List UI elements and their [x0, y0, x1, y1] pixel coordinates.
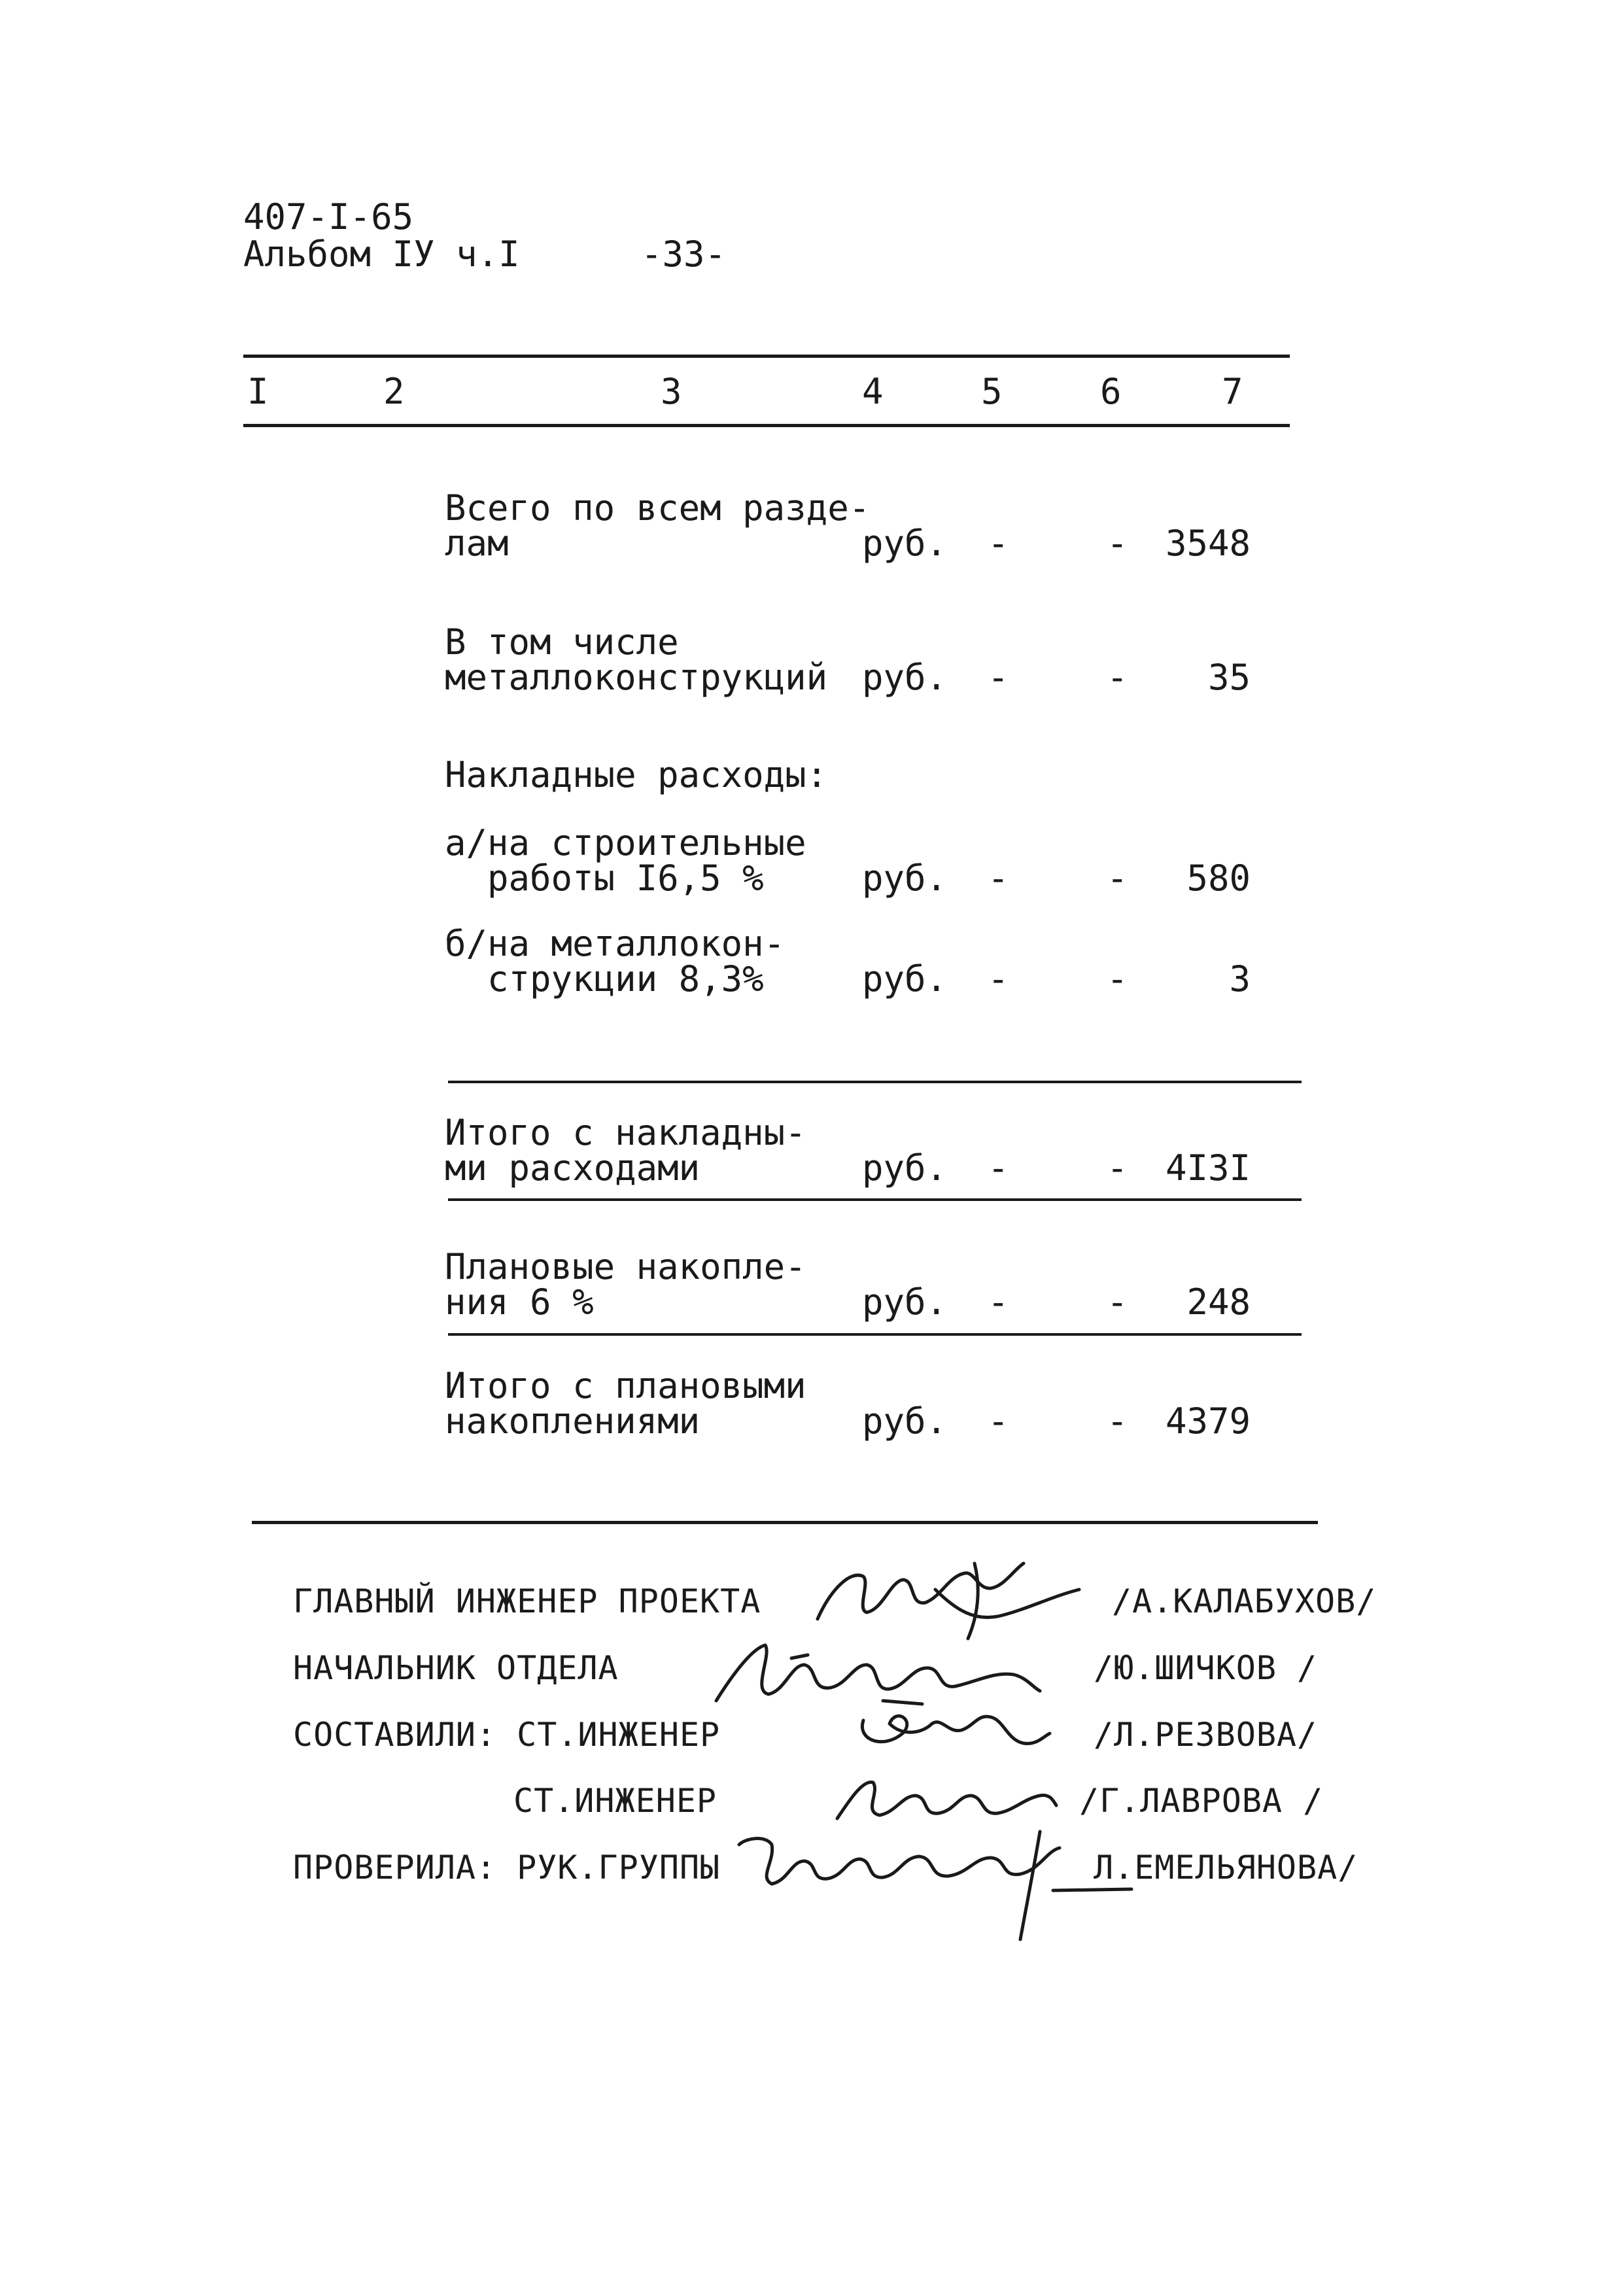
- row-col5: -: [988, 523, 1009, 564]
- subtotal-rule: [448, 1333, 1302, 1336]
- signature-name: /А.КАЛАБУХОВ/: [1112, 1582, 1377, 1620]
- row-col6: -: [1107, 1147, 1128, 1189]
- col-header-3: 3: [661, 371, 682, 412]
- subtotal-rule: [448, 1198, 1302, 1201]
- handwritten-signature-icon: [804, 1550, 1092, 1642]
- handwritten-signature-icon: [844, 1688, 1053, 1766]
- row-unit: руб.: [862, 523, 948, 564]
- row-description: а/на строительные работы I6,5 %: [445, 822, 806, 899]
- col-header-5: 5: [981, 371, 1003, 412]
- row-amount: 580: [1186, 858, 1251, 899]
- row-unit: руб.: [862, 1281, 948, 1323]
- signature-role: ГЛАВНЫЙ ИНЖЕНЕР ПРОЕКТА: [293, 1582, 761, 1620]
- row-description: Итого с плановыми накоплениями: [445, 1365, 806, 1442]
- row-col6: -: [1107, 657, 1128, 698]
- signature-role: ПРОВЕРИЛА: РУК.ГРУППЫ: [293, 1849, 721, 1887]
- row-col5: -: [988, 1281, 1009, 1323]
- row-amount: 35: [1207, 657, 1251, 698]
- row-col5: -: [988, 858, 1009, 899]
- row-description: Итого с накладны- ми расходами: [445, 1112, 806, 1189]
- signature-role: НАЧАЛЬНИК ОТДЕЛА: [293, 1649, 619, 1687]
- row-col6: -: [1107, 958, 1128, 1000]
- album-label: Альбом IУ ч.I: [243, 234, 520, 275]
- row-description: б/на металлокон- струкции 8,3%: [445, 923, 786, 1000]
- col-header-4: 4: [862, 371, 884, 412]
- signature-role: СТ.ИНЖЕНЕР: [513, 1782, 717, 1820]
- col-header-6: 6: [1100, 371, 1122, 412]
- handwritten-signature-icon: [726, 1812, 1132, 1943]
- row-unit: руб.: [862, 958, 948, 1000]
- row-col5: -: [988, 657, 1009, 698]
- row-col6: -: [1107, 858, 1128, 899]
- row-unit: руб.: [862, 858, 948, 899]
- col-header-1: I: [247, 371, 269, 412]
- row-description: В том числе металлоконструкций: [445, 621, 828, 698]
- row-col5: -: [988, 1147, 1009, 1189]
- row-amount: 4379: [1165, 1400, 1251, 1442]
- row-description: Всего по всем разде- лам: [445, 487, 871, 564]
- signature-name: Л.ЕМЕЛЬЯНОВА/: [1094, 1849, 1358, 1887]
- col-header-2: 2: [383, 371, 405, 412]
- row-unit: руб.: [862, 1400, 948, 1442]
- row-unit: руб.: [862, 1147, 948, 1189]
- row-unit: руб.: [862, 657, 948, 698]
- table-top-rule: [243, 355, 1290, 358]
- signature-name: /Ю.ШИЧКОВ /: [1094, 1649, 1318, 1687]
- row-col6: -: [1107, 1281, 1128, 1323]
- row-col6: -: [1107, 523, 1128, 564]
- row-col6: -: [1107, 1400, 1128, 1442]
- subtotal-rule: [448, 1081, 1302, 1083]
- row-col5: -: [988, 1400, 1009, 1442]
- row-amount: 248: [1186, 1281, 1251, 1323]
- signature-block-rule: [252, 1521, 1318, 1524]
- row-description: Плановые накопле- ния 6 %: [445, 1246, 806, 1323]
- row-description: Накладные расходы:: [445, 754, 828, 795]
- signature-name: /Г.ЛАВРОВА /: [1079, 1782, 1324, 1820]
- signature-name: /Л.РЕЗВОВА/: [1094, 1716, 1318, 1754]
- row-amount: 3: [1229, 958, 1251, 1000]
- col-header-7: 7: [1222, 371, 1243, 412]
- signature-role: СОСТАВИЛИ: СТ.ИНЖЕНЕР: [293, 1716, 721, 1754]
- row-amount: 4I3I: [1165, 1147, 1251, 1189]
- row-col5: -: [988, 958, 1009, 1000]
- doc-code: 407-I-65: [243, 196, 414, 237]
- page-number: -33-: [641, 234, 727, 275]
- table-header-rule: [243, 424, 1290, 427]
- row-amount: 3548: [1165, 523, 1251, 564]
